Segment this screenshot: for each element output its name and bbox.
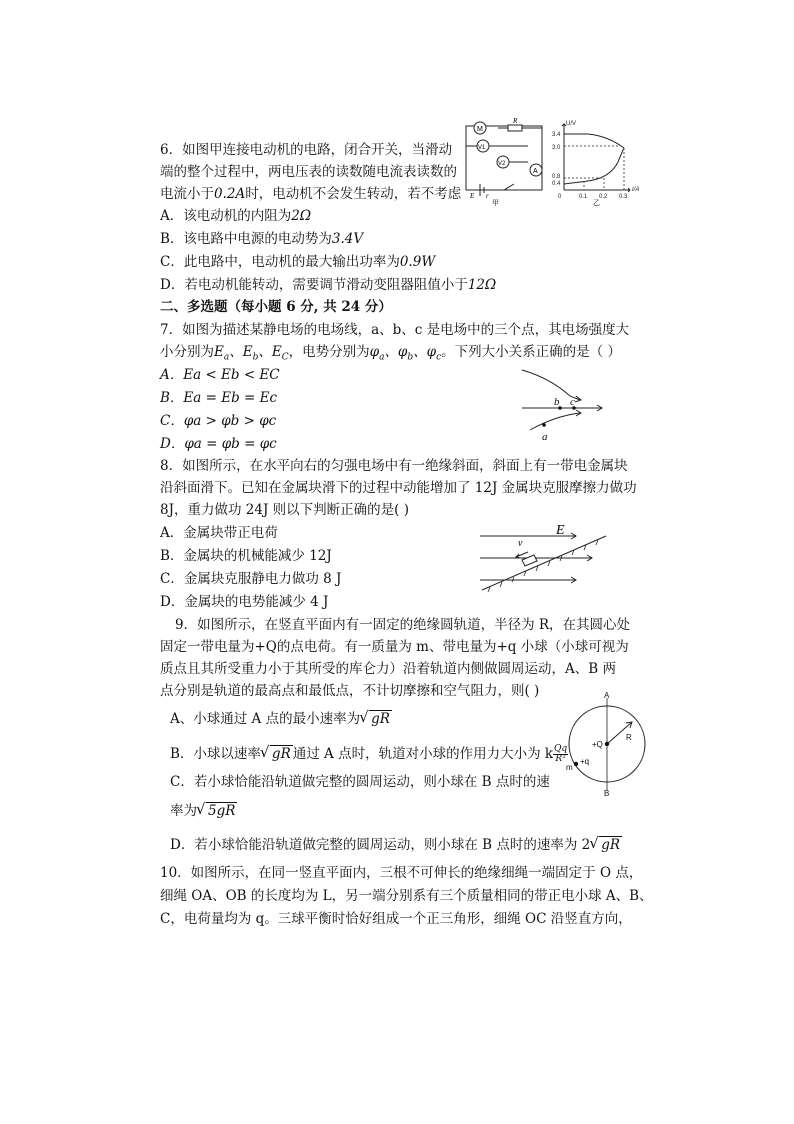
fig6-xtick-3: 0.3 xyxy=(619,194,628,200)
q6-line-3b: 0.2A xyxy=(214,186,246,202)
q9-option-a xyxy=(170,710,392,728)
fig6-ytick-3: 0.4 xyxy=(552,181,561,187)
q7-option-a: A．Ea < Eb < EC xyxy=(160,367,280,383)
q9-option-b-radicand: gR xyxy=(271,746,291,762)
q6-option-d-text: D．若电动机能转动，需要调节滑动变阻器阻值小于 xyxy=(160,277,468,293)
fig6-e-label: E xyxy=(470,192,475,200)
q6-line-3a: 电流小于 xyxy=(160,186,214,202)
q9-option-d xyxy=(170,836,622,854)
q8-fig-label-e: E xyxy=(556,524,565,538)
q6-line-3c: 时，电动机不会发生转动，若不考虑 xyxy=(245,186,462,202)
q7-fig-label-b: b xyxy=(554,396,560,408)
q9-option-c-text-2: 率为 xyxy=(170,803,197,819)
q9-fig-label-q-ball: +q xyxy=(580,757,590,766)
q9-option-b-text-2: 通过 A 点时，轨道对小球的作用力大小为 k xyxy=(292,746,554,762)
fig6-v2-label: V2 xyxy=(498,161,506,167)
q6-option-a xyxy=(160,207,311,225)
q7-line-2: 小分别为$E_a$、$E_b$、$E_C$，电势分别为$\varphi_a$、$\varphi_b$、$\varphi_c$。下列大小关系正确的是（ ） xyxy=(160,344,621,363)
fig6-caption-yi: 乙 xyxy=(593,199,600,206)
q7-line-1: 7．如图为描述某静电场的电场线，a、b、c 是电场中的三个点，其电场强度大 xyxy=(160,322,630,338)
q6-line-2: 端的整个过程中，两电压表的读数随电流表读数的 xyxy=(160,164,457,180)
section-2-heading: 二、多选题（每小题 6 分, 共 24 分） xyxy=(160,299,392,315)
q9-line-2: 固定一带电量为+Q的点电荷。有一质量为 m、带电量为+q 小球（小球可视为 xyxy=(160,639,629,655)
q9-option-a-radicand: gR xyxy=(371,711,390,727)
q9-option-d-text: D．若小球恰能沿轨道做完整的圆周运动，则小球在 B 点时的速率为 2 xyxy=(170,837,591,853)
q9-fig-label-a: A xyxy=(604,692,610,700)
q9-center-charge-dot xyxy=(605,742,609,746)
fig6-caption-jia: 甲 xyxy=(492,199,499,206)
q9-option-c-line-2 xyxy=(170,802,237,820)
fig6-ytick-2: 0.8 xyxy=(552,174,561,180)
q7-fig-label-c: c xyxy=(570,396,575,408)
q7-line-2a: 小分别为 xyxy=(160,344,214,360)
q10-line-1: 10．如图所示，在同一竖直平面内，三根不可伸长的绝缘细绳一端固定于 O 点， xyxy=(160,865,643,881)
fig6-v1-label: V1 xyxy=(478,145,486,151)
q8-line-3: 8J，重力做功 24J 则以下判断正确的是( ) xyxy=(160,502,409,518)
q9-option-b-numerator: Qq xyxy=(554,744,568,754)
q9-option-c-radicand: 5gR xyxy=(208,803,236,819)
q7-line-2c: 。下列大小关系正确的是（ ） xyxy=(441,344,621,360)
q7-option-c: C．φa > φb > φc xyxy=(160,413,277,429)
q9-line-3: 质点且其所受重力小于其所受的库仑力）沿着轨道内侧做圆周运动，A、B 两 xyxy=(160,661,616,677)
q9-circle-track-figure xyxy=(562,692,652,796)
q8-line-2: 沿斜面滑下。已知在金属块滑下的过程中动能增加了 12J 金属块克服摩擦力做功 xyxy=(160,480,637,496)
q6-option-b-text: B．该电路中电源的电动势为 xyxy=(160,231,332,247)
fig6-i-axis-label: I/A xyxy=(632,187,640,193)
q6-line-3 xyxy=(160,185,461,203)
q9-ball-dot xyxy=(574,762,578,766)
q8-fig-label-v: v xyxy=(518,538,523,549)
q9-option-d-radicand: gR xyxy=(601,837,621,853)
q8-option-a: A．金属块带正电荷 xyxy=(160,525,278,541)
q6-option-d-value: 12Ω xyxy=(467,277,497,293)
q6-option-b xyxy=(160,230,363,248)
q10-line-2: 细绳 OA、OB 的长度均为 L，另一端分别系有三个质量相同的带正电小球 A、B、 xyxy=(160,888,653,904)
q6-option-c-text: C．此电路中，电动机的最大输出功率为 xyxy=(160,254,400,270)
q9-option-b-text-1: B．小球以速率 xyxy=(170,746,261,762)
q8-incline-figure xyxy=(476,524,616,594)
q9-fig-label-r: R xyxy=(626,733,632,742)
q9-option-c-line-1: C．若小球恰能沿轨道做完整的圆周运动，则小球在 B 点时的速 xyxy=(170,774,550,790)
q6-figure xyxy=(458,118,658,206)
q6-option-b-value: 3.4V xyxy=(331,231,364,247)
q8-option-d: D．金属块的电势能减少 4 J xyxy=(160,594,329,610)
q7-option-b: B．Ea = Eb = Ec xyxy=(160,390,278,406)
q9-option-b xyxy=(170,745,568,764)
fig6-xtick-0: 0 xyxy=(558,194,562,200)
fig6-xtick-2: 0.2 xyxy=(599,194,608,200)
q6-option-c-value: 0.9W xyxy=(399,254,436,270)
q8-line-1: 8．如图所示，在水平向右的匀强电场中有一绝缘斜面，斜面上有一带电金属块 xyxy=(160,458,628,474)
q6-option-d xyxy=(160,276,496,294)
q10-line-3: C，电荷量均为 q。三球平衡时恰好组成一个正三角形，细绳 OC 沿竖直方向， xyxy=(160,911,632,927)
q9-line-4: 点分别是轨道的最高点和最低点，不计切摩擦和空气阻力，则( ) xyxy=(160,683,540,699)
fig6-xtick-1: 0.1 xyxy=(579,194,588,200)
q9-fig-label-b: B xyxy=(604,789,610,796)
q7-field-lines-figure xyxy=(500,366,610,446)
q6-option-a-text: A．该电动机的内阻为 xyxy=(160,208,292,224)
q7-option-d: D．φa = φb = φc xyxy=(160,436,277,452)
fig6-m-label: M xyxy=(477,126,483,133)
q9-option-a-text: A、小球通过 A 点的最小速率为 xyxy=(170,711,361,727)
q6-line-1: 6．如图甲连接电动机的电路，闭合开关，当滑动 xyxy=(160,142,453,158)
fig6-ytick-0: 3.4 xyxy=(552,132,561,138)
q9-option-b-denominator: R² xyxy=(555,754,566,764)
fig6-r-label: R xyxy=(513,118,518,125)
q9-fig-label-q-center: +Q xyxy=(592,740,603,749)
q7-line-2b: ，电势分别为 xyxy=(288,344,370,360)
q9-line-1: 9．如图所示，在竖直平面内有一固定的绝缘圆轨道，半径为 R，在其圆心处 xyxy=(175,617,631,633)
q6-option-c xyxy=(160,253,435,271)
q9-fig-label-m: m xyxy=(566,763,573,772)
q8-option-c: C．金属块克服静电力做功 8 J xyxy=(160,571,342,587)
fig6-u-axis-label: U/V xyxy=(566,121,577,127)
q6-option-a-value: 2Ω xyxy=(291,208,312,224)
fig6-r-internal-label: r xyxy=(486,192,489,200)
q8-option-b: B．金属块的机械能减少 12J xyxy=(160,548,332,564)
fig6-a-label: A xyxy=(533,168,538,175)
q7-fig-label-a: a xyxy=(542,431,548,443)
fig6-ytick-1: 3.0 xyxy=(552,145,561,151)
